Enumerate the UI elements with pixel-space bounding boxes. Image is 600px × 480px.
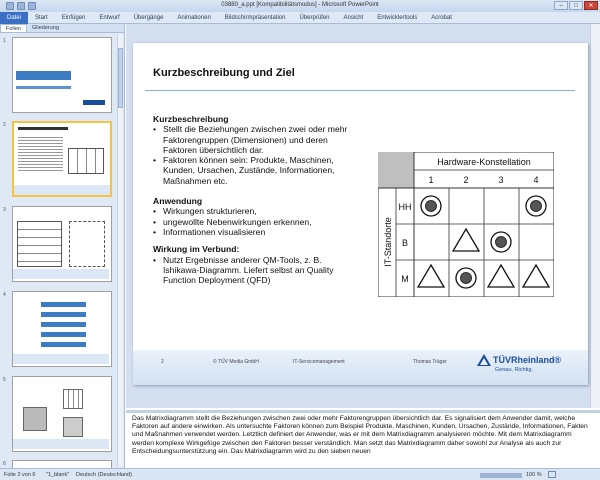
bullet-item: • Nutzt Ergebnisse anderer QM-Tools, z. B. Ishikawa-Diagramm. Liefert selbst an Quality Function Deployment (QFD) (153, 255, 358, 286)
slide-number: 5 (3, 377, 6, 383)
notes-pane[interactable] (126, 410, 600, 468)
footer-copyright: © TÜV Media GmbH (213, 359, 259, 365)
status-theme: "1_blank" (46, 472, 70, 478)
slide-thumbnail-3[interactable] (12, 206, 112, 282)
slide-canvas (133, 43, 588, 385)
tab-bildschirmpraesentation[interactable]: Bildschirmpräsentation (224, 14, 286, 21)
tab-start[interactable]: Start (35, 14, 48, 21)
bullet-item: • ungewollte Nebenwirkungen erkennen, (153, 217, 358, 227)
tab-datei[interactable]: Datei (0, 12, 28, 24)
bullet-item: • Stellt die Beziehungen zwischen zwei oder mehr Faktorengruppen (Dimensionen) und deren Faktoren übersichtlich dar. (153, 124, 358, 155)
matrix-row-label: M (401, 274, 409, 284)
maximize-button[interactable]: □ (569, 1, 583, 10)
slides-pane (0, 24, 125, 468)
slide-thumbnail-5[interactable] (12, 376, 112, 452)
matrix-column-header: Hardware-Konstellation (437, 157, 531, 167)
body-text[interactable] (153, 114, 358, 285)
slide-number: 2 (3, 122, 6, 128)
slide-thumbnail-1[interactable] (12, 37, 112, 113)
fit-window-icon[interactable] (548, 471, 556, 478)
slide-thumbnail-2[interactable] (12, 121, 112, 197)
bullet-item: • Faktoren können sein: Produkte, Maschinen, Kunden, Ursachen, Zustände, Informationen, Maßnahmen etc. (153, 155, 358, 186)
minimize-button[interactable]: – (554, 1, 568, 10)
status-slide-count: Folie 2 von 6 (4, 472, 36, 478)
section-heading: Wirkung im Verbund: (153, 244, 240, 255)
notes-text: Das Matrixdiagramm stellt die Beziehungen zwischen zwei oder mehr Faktorengruppen übersichtlich dar. Es signalisiert dem Anwender damit, welche Faktoren auf andere einwirken. Als untersuchte Faktoren können zum Beispiel Produkte, Maschinen, Kunden, Ursachen, Zustände, Informationen, Fakten und Maßnahmen verwendet werden. Letztlich definiert der Anwender, was er mit dem Matrixdiagramm analysieren möchte. Mit dem Matrixdiagramm werden komplexe Wirkgefüge zwischen den Faktoren besser verständlich. Man setzt das Matrixdiagramm daher sowohl zur Analyse als auch zur Entscheidungsunterstützung ein. Das Matrixdiagramm wird zu den sieben neuen (132, 415, 588, 455)
section-heading: Anwendung (153, 196, 203, 207)
slide-thumbnail-6[interactable] (12, 460, 112, 468)
close-button[interactable]: ✕ (584, 1, 598, 10)
slide-footer (133, 350, 588, 385)
matrix-column-label: 3 (498, 175, 504, 185)
status-bar (0, 468, 600, 480)
double-circle-icon (526, 196, 546, 216)
title-divider (145, 90, 575, 91)
zoom-level[interactable]: 100 % (526, 472, 542, 478)
bullet-item: • Wirkungen strukturieren, (153, 206, 358, 216)
slide-number: 6 (3, 461, 6, 467)
matrix-diagram[interactable] (378, 152, 554, 297)
tab-einfuegen[interactable]: Einfügen (61, 14, 86, 21)
slide-number: 4 (3, 292, 6, 298)
title-bar (0, 0, 600, 12)
status-language[interactable]: Deutsch (Deutschland) (76, 472, 132, 478)
slides-scrollbar[interactable] (117, 34, 123, 466)
matrix-row-label: B (401, 238, 409, 248)
zoom-slider[interactable] (480, 473, 522, 478)
matrix-column-label: 1 (428, 175, 434, 185)
double-circle-icon (456, 268, 476, 288)
tab-animationen[interactable]: Animationen (177, 14, 211, 21)
matrix-row-header: IT-Standorte (383, 217, 393, 267)
tuv-triangle-logo-icon (476, 353, 492, 367)
tab-uebergaenge[interactable]: Übergänge (133, 14, 164, 21)
bullet-item: • Informationen visualisieren (153, 227, 358, 237)
footer-page-number: 2 (161, 359, 164, 365)
window-title: 03880_a.ppt [Kompatibilitätsmodus] - Microsoft PowerPoint (221, 2, 379, 8)
slide-thumbnail-4[interactable] (12, 291, 112, 367)
slide-number: 1 (3, 38, 6, 44)
footer-author: Thomas Träger (413, 359, 447, 365)
slide-title[interactable]: Kurzbeschreibung und Ziel (153, 67, 295, 79)
tab-folien[interactable]: Folien (0, 24, 27, 32)
matrix-column-label: 2 (463, 175, 469, 185)
section-heading: Kurzbeschreibung (153, 114, 229, 124)
tab-gliederung[interactable]: Gliederung (31, 25, 59, 31)
slide-number: 3 (3, 207, 6, 213)
tab-ueberpruefen[interactable]: Überprüfen (299, 14, 330, 21)
ribbon-tabs (0, 12, 600, 24)
double-circle-icon (491, 232, 511, 252)
tab-entwicklertools[interactable]: Entwicklertools (377, 14, 418, 21)
brand-slogan: Genau. Richtig. (495, 367, 533, 373)
editor-scrollbar[interactable] (590, 24, 600, 408)
brand-logo: TÜVRheinland® (493, 355, 562, 365)
double-circle-icon (421, 196, 441, 216)
tab-acrobat[interactable]: Acrobat (431, 14, 452, 21)
matrix-row-label: HH (398, 202, 412, 212)
matrix-column-label: 4 (533, 175, 539, 185)
tab-ansicht[interactable]: Ansicht (343, 14, 364, 21)
footer-topic: IT-Servicemanagement (293, 359, 345, 365)
tab-entwurf[interactable]: Entwurf (99, 14, 120, 21)
